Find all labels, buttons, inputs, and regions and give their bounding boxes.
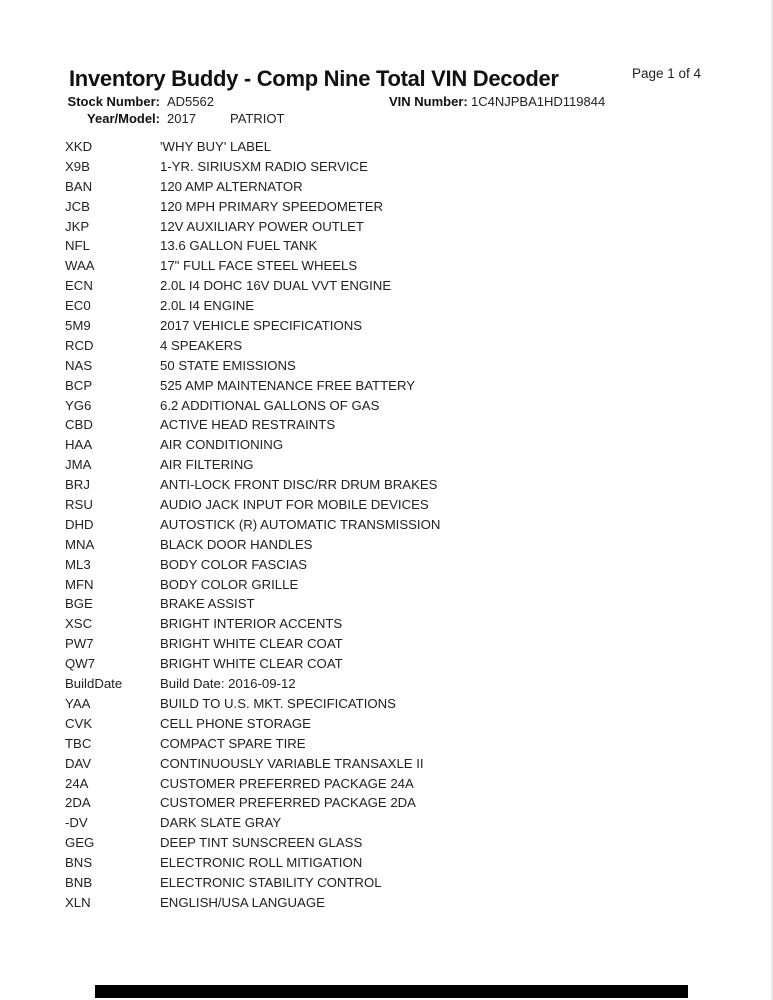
option-desc: BODY COLOR GRILLE <box>160 576 299 592</box>
option-row <box>65 435 705 455</box>
option-code: NAS <box>65 357 93 373</box>
option-code: BNS <box>65 855 93 871</box>
option-row <box>65 774 705 794</box>
model-value: PATRIOT <box>230 111 285 126</box>
option-row <box>65 356 705 376</box>
option-desc: 4 SPEAKERS <box>160 337 243 353</box>
option-code: 5M9 <box>65 318 91 334</box>
option-desc: DARK SLATE GRAY <box>160 815 282 831</box>
option-row <box>65 813 705 833</box>
option-row <box>65 594 705 614</box>
option-code: YAA <box>65 695 91 711</box>
option-desc: 12V AUXILIARY POWER OUTLET <box>160 218 364 234</box>
option-code: BRJ <box>65 477 90 493</box>
option-desc: CUSTOMER PREFERRED PACKAGE 2DA <box>160 795 416 811</box>
options-list <box>65 137 705 913</box>
option-row <box>65 296 705 316</box>
option-code: PW7 <box>65 636 94 652</box>
option-code: CBD <box>65 417 93 433</box>
option-code: BAN <box>65 178 93 194</box>
option-code: CVK <box>65 715 93 731</box>
option-desc: BUILD TO U.S. MKT. SPECIFICATIONS <box>160 695 396 711</box>
option-desc: AUTOSTICK (R) AUTOMATIC TRANSMISSION <box>160 516 441 532</box>
option-code: MNA <box>65 536 95 552</box>
option-row <box>65 575 705 595</box>
option-desc: 1-YR. SIRIUSXM RADIO SERVICE <box>160 158 368 174</box>
option-code: XSC <box>65 616 93 632</box>
option-code: QW7 <box>65 656 96 672</box>
option-row <box>65 793 705 813</box>
page-title: Inventory Buddy - Comp Nine Total VIN Decoder <box>69 66 559 91</box>
vin-number-label: VIN Number: <box>389 94 468 109</box>
option-desc: 17" FULL FACE STEEL WHEELS <box>160 258 358 274</box>
option-desc: ELECTRONIC ROLL MITIGATION <box>160 855 363 871</box>
option-desc: BODY COLOR FASCIAS <box>160 556 308 572</box>
option-desc: 6.2 ADDITIONAL GALLONS OF GAS <box>160 397 380 413</box>
option-code: YG6 <box>65 397 92 413</box>
option-desc: 2.0L I4 DOHC 16V DUAL VVT ENGINE <box>160 278 392 294</box>
option-desc: ENGLISH/USA LANGUAGE <box>160 894 325 910</box>
option-code: BNB <box>65 874 93 890</box>
option-row <box>65 376 705 396</box>
option-row <box>65 555 705 575</box>
option-desc: 13.6 GALLON FUEL TANK <box>160 238 318 254</box>
option-desc: AIR CONDITIONING <box>160 437 284 453</box>
option-row <box>65 475 705 495</box>
option-code: BuildDate <box>65 676 123 692</box>
stock-number-value: AD5562 <box>167 94 214 109</box>
option-desc: COMPACT SPARE TIRE <box>160 735 306 751</box>
option-desc: ACTIVE HEAD RESTRAINTS <box>160 417 336 433</box>
option-code: DAV <box>65 755 92 771</box>
option-row <box>65 336 705 356</box>
option-row <box>65 217 705 237</box>
option-code: XKD <box>65 139 93 154</box>
option-code: TBC <box>65 735 92 751</box>
option-desc: CUSTOMER PREFERRED PACKAGE 24A <box>160 775 414 791</box>
option-code: BCP <box>65 377 93 393</box>
option-row <box>65 515 705 535</box>
option-row <box>65 177 705 197</box>
year-model-label: Year/Model: <box>87 111 160 126</box>
option-code: NFL <box>65 238 90 254</box>
option-desc: BRIGHT WHITE CLEAR COAT <box>160 656 343 672</box>
option-row <box>65 455 705 475</box>
option-desc: AUDIO JACK INPUT FOR MOBILE DEVICES <box>160 497 429 513</box>
option-code: RSU <box>65 497 93 513</box>
option-code: ML3 <box>65 556 91 572</box>
option-row <box>65 873 705 893</box>
option-code: WAA <box>65 258 95 274</box>
vin-number-value: 1C4NJPBA1HD119844 <box>471 94 606 109</box>
option-row <box>65 137 705 157</box>
option-row <box>65 833 705 853</box>
option-row <box>65 256 705 276</box>
option-code: X9B <box>65 158 90 174</box>
option-desc: 2.0L I4 ENGINE <box>160 298 255 314</box>
option-code: DHD <box>65 516 94 532</box>
option-code: MFN <box>65 576 94 592</box>
option-code: 2DA <box>65 795 91 811</box>
option-code: RCD <box>65 337 94 353</box>
option-code: -DV <box>65 815 88 831</box>
option-row <box>65 734 705 754</box>
option-desc: 120 AMP ALTERNATOR <box>160 178 303 194</box>
option-code: HAA <box>65 437 93 453</box>
option-desc: Build Date: 2016-09-12 <box>160 676 296 692</box>
option-code: JMA <box>65 457 92 473</box>
option-desc: 'WHY BUY' LABEL <box>160 139 272 154</box>
option-desc: 50 STATE EMISSIONS <box>160 357 296 373</box>
stock-number-label: Stock Number: <box>67 94 160 109</box>
option-code: 24A <box>65 775 89 791</box>
option-row <box>65 634 705 654</box>
option-row <box>65 535 705 555</box>
option-row <box>65 714 705 734</box>
option-row <box>65 396 705 416</box>
option-desc: 120 MPH PRIMARY SPEEDOMETER <box>160 198 384 214</box>
option-code: JKP <box>65 218 90 234</box>
option-code: GEG <box>65 835 95 851</box>
option-desc: BRIGHT WHITE CLEAR COAT <box>160 636 343 652</box>
option-row <box>65 157 705 177</box>
option-row <box>65 316 705 336</box>
option-desc: DEEP TINT SUNSCREEN GLASS <box>160 835 363 851</box>
option-desc: BRAKE ASSIST <box>160 596 255 612</box>
option-desc: 2017 VEHICLE SPECIFICATIONS <box>160 318 363 334</box>
option-row <box>65 674 705 694</box>
option-row <box>65 893 705 913</box>
option-desc: ANTI-LOCK FRONT DISC/RR DRUM BRAKES <box>160 477 438 493</box>
option-row <box>65 654 705 674</box>
option-code: ECN <box>65 278 93 294</box>
option-desc: BRIGHT INTERIOR ACCENTS <box>160 616 343 632</box>
option-row <box>65 853 705 873</box>
option-desc: BLACK DOOR HANDLES <box>160 536 313 552</box>
page-number-label: Page 1 of 4 <box>632 66 702 81</box>
option-row <box>65 694 705 714</box>
scan-artifact-bar <box>95 985 688 998</box>
option-code: XLN <box>65 894 91 910</box>
option-desc: AIR FILTERING <box>160 457 254 473</box>
option-row <box>65 276 705 296</box>
option-row <box>65 754 705 774</box>
option-row <box>65 236 705 256</box>
option-code: EC0 <box>65 298 91 314</box>
option-code: BGE <box>65 596 93 612</box>
option-row <box>65 197 705 217</box>
option-row <box>65 495 705 515</box>
option-code: JCB <box>65 198 90 214</box>
option-desc: CELL PHONE STORAGE <box>160 715 311 731</box>
option-desc: ELECTRONIC STABILITY CONTROL <box>160 874 382 890</box>
option-row <box>65 614 705 634</box>
year-value: 2017 <box>167 111 196 126</box>
option-desc: 525 AMP MAINTENANCE FREE BATTERY <box>160 377 416 393</box>
option-desc: CONTINUOUSLY VARIABLE TRANSAXLE II <box>160 755 424 771</box>
option-row <box>65 415 705 435</box>
